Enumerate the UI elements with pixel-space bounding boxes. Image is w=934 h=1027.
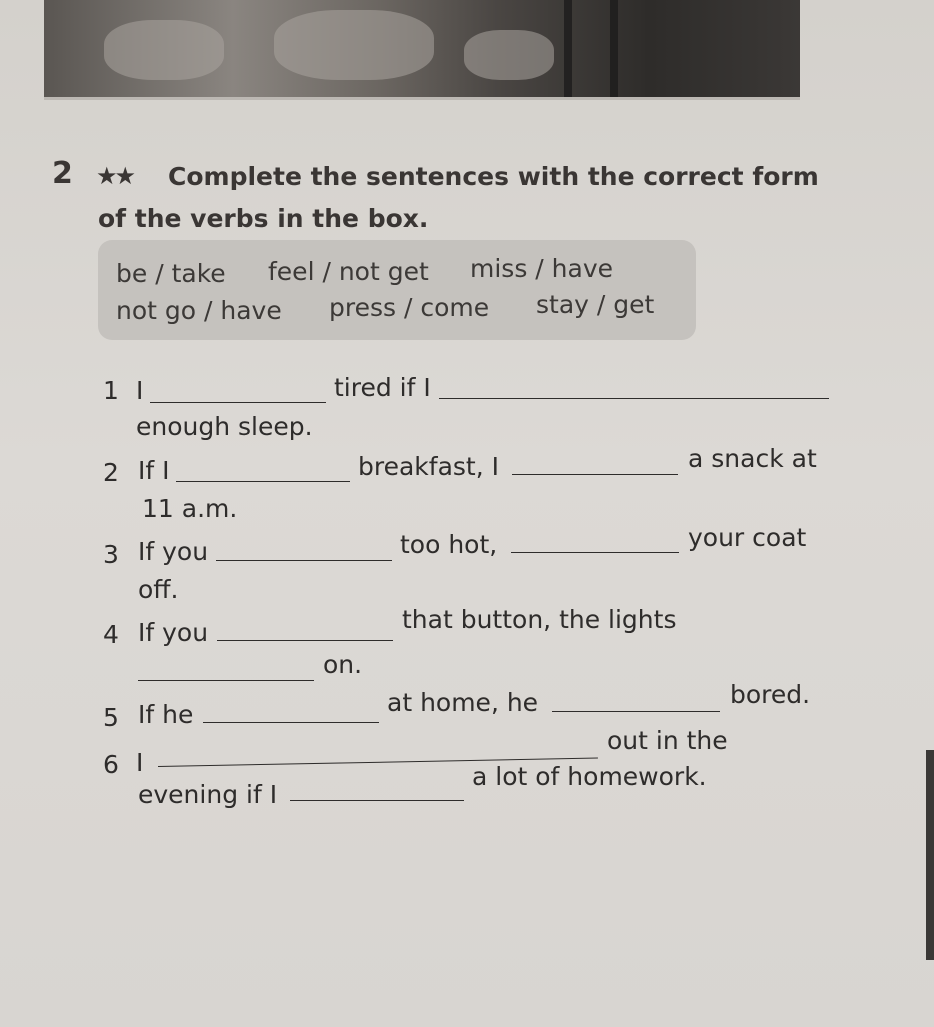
instruction-line-1: Complete the sentences with the correct form [168, 162, 819, 191]
page-edge [926, 750, 934, 960]
verb-item: be / take [116, 259, 226, 288]
answer-blank[interactable] [511, 552, 679, 553]
sentence-text: out in the [607, 726, 728, 755]
sentence-text: I [136, 748, 144, 777]
sentence-number: 6 [103, 750, 119, 779]
answer-blank[interactable] [176, 481, 350, 482]
verb-item: not go / have [116, 296, 282, 325]
sentence-number: 3 [103, 540, 119, 569]
answer-blank[interactable] [150, 402, 326, 403]
sentence-text: off. [138, 575, 179, 604]
verb-item: press / come [329, 293, 490, 322]
sentence-number: 1 [103, 376, 119, 405]
sentence-text: too hot, [400, 530, 498, 559]
verb-item: feel / not get [268, 257, 429, 286]
sentence-text: bored. [730, 680, 811, 709]
sentence-text: at home, he [387, 688, 539, 717]
answer-blank[interactable] [217, 640, 393, 641]
sentence-number: 2 [103, 458, 119, 487]
sentence-text: a snack at [688, 444, 817, 473]
verb-item: stay / get [536, 290, 655, 319]
answer-blank[interactable] [512, 474, 678, 475]
sentence-number: 4 [103, 620, 119, 649]
sentence-text: If I [138, 456, 170, 485]
sentence-text: enough sleep. [136, 412, 313, 441]
exercise-instruction [98, 156, 825, 240]
difficulty-stars: ★★ [96, 162, 134, 190]
sentence-text: If you [138, 537, 209, 566]
sentence-text: a lot of homework. [472, 762, 707, 791]
verb-item: miss / have [470, 254, 614, 283]
sentence-text: evening if I [138, 780, 278, 809]
answer-blank[interactable] [290, 800, 464, 801]
sentence-text: If you [138, 618, 209, 647]
sentence-text: that button, the lights [402, 605, 677, 634]
sentence-text: tired if I [334, 373, 431, 402]
exercise-number: 2 [52, 156, 73, 191]
answer-blank[interactable] [216, 560, 392, 561]
header-photo [44, 0, 800, 100]
sentence-text: If he [138, 700, 194, 729]
sentence-text: your coat [688, 523, 807, 552]
sentence-text: 11 a.m. [142, 494, 238, 523]
sentence-text: I [136, 376, 144, 405]
answer-blank[interactable] [552, 711, 720, 712]
sentence-text: breakfast, I [358, 452, 499, 481]
answer-blank[interactable] [138, 680, 314, 681]
answer-blank[interactable] [203, 722, 379, 723]
instruction-line-2: of the verbs in the box. [98, 204, 429, 233]
sentence-text: on. [323, 650, 363, 679]
answer-blank[interactable] [439, 398, 829, 399]
sentence-number: 5 [103, 703, 119, 732]
